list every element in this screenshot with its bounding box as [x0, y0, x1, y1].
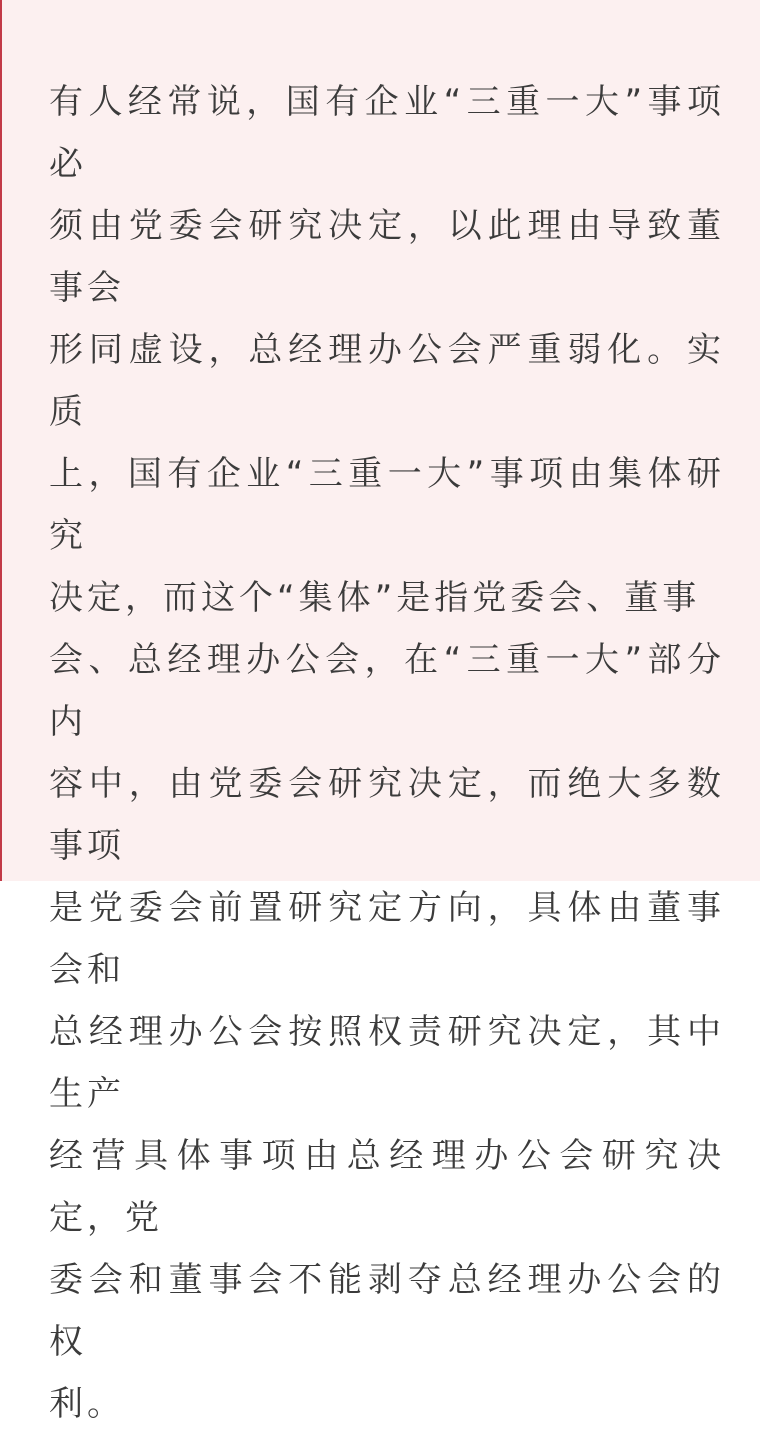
article-paragraph [49, 71, 725, 1435]
text-line: 会、总经理办公会，在“三重一大”部分内 [49, 640, 725, 742]
text-line: 形同虚设，总经理办公会严重弱化。实质 [49, 330, 725, 432]
text-line: 有人经常说，国有企业“三重一大”事项必 [49, 82, 725, 184]
text-line: 总经理办公会按照权责研究决定，其中生产 [49, 1012, 725, 1114]
text-line: 上，国有企业“三重一大”事项由集体研究 [49, 454, 725, 556]
text-line: 利。 [49, 1384, 125, 1424]
text-line: 容中，由党委会研究决定，而绝大多数事项 [49, 764, 725, 866]
text-line: 委会和董事会不能剥夺总经理办公会的权 [49, 1260, 725, 1362]
text-line: 决定，而这个“集体”是指党委会、董事 [49, 578, 701, 618]
text-line: 经营具体事项由总经理办公会研究决定，党 [49, 1136, 725, 1238]
text-line: 是党委会前置研究定方向，具体由董事会和 [49, 888, 725, 990]
text-line: 须由党委会研究决定，以此理由导致董事会 [49, 206, 725, 308]
